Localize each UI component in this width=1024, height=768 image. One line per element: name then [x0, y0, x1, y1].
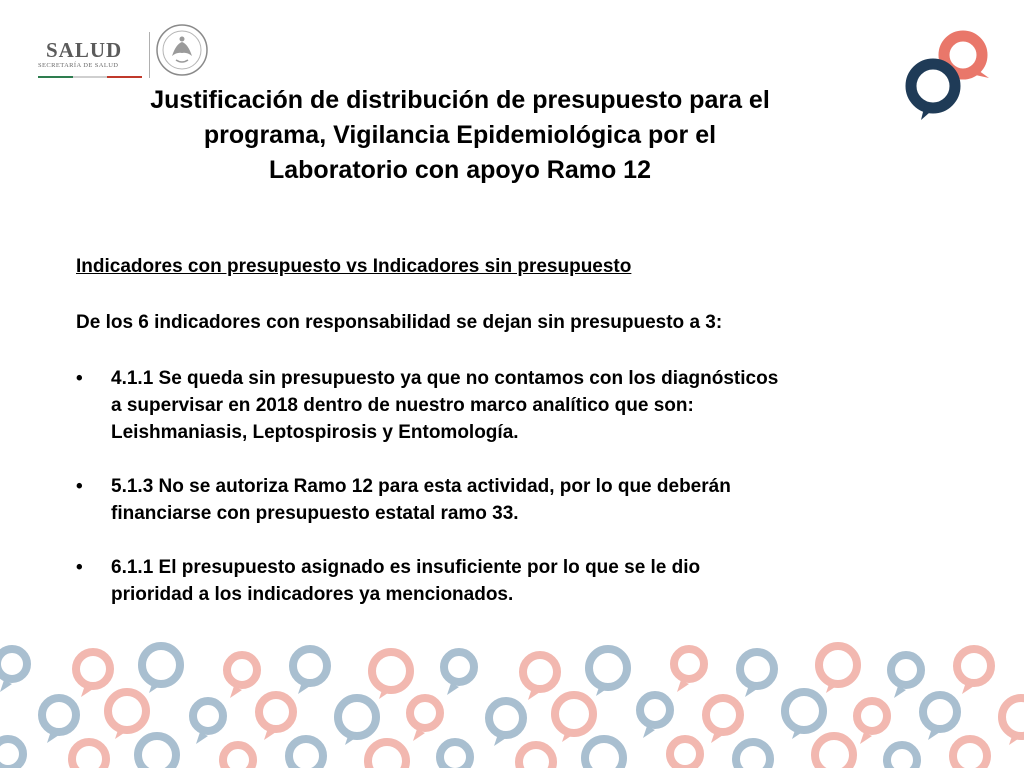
- decorative-ring: [289, 739, 323, 768]
- decorative-ring: [555, 695, 593, 733]
- decorative-ring: [1002, 698, 1024, 736]
- decorative-ring: [785, 692, 823, 730]
- bullet-line: 6.1.1 El presupuesto asignado es insuficiente por lo que se le dio: [111, 557, 701, 578]
- decorative-ring: [706, 698, 740, 732]
- decorative-ring: [819, 646, 857, 684]
- slide-content: [76, 253, 976, 635]
- bullet-line: a supervisar en 2018 dentro de nuestro marco analítico que son:: [111, 395, 694, 416]
- decorative-ring: [293, 649, 327, 683]
- overlapping-speech-rings-icon: [897, 28, 997, 124]
- bullet-line: Leishmaniasis, Leptospirosis y Entomología.: [111, 422, 519, 443]
- decorative-ring: [585, 739, 623, 768]
- decorative-ring: [108, 692, 146, 730]
- decorative-ring: [740, 652, 774, 686]
- decorative-ring: [736, 742, 770, 768]
- decorative-ring: [857, 701, 887, 731]
- title-line: Laboratorio con apoyo Ramo 12: [268, 156, 651, 184]
- page-title: [40, 83, 880, 188]
- salud-logo: [34, 18, 224, 82]
- salud-tricolor-line: [38, 76, 142, 78]
- salud-wordmark: SALUD: [46, 38, 123, 62]
- decorative-ring: [372, 652, 410, 690]
- decorative-ring: [223, 745, 253, 768]
- decorative-rings-pattern: [0, 630, 1024, 768]
- decorative-ring: [0, 739, 23, 768]
- decorative-ring: [72, 742, 106, 768]
- list-item: [76, 473, 981, 527]
- decorative-ring: [670, 739, 700, 768]
- decorative-ring: [410, 698, 440, 728]
- bullet-glyph: •: [76, 476, 83, 497]
- decorative-ring: [138, 736, 176, 768]
- decorative-ring: [76, 652, 110, 686]
- list-item: [76, 365, 981, 446]
- decorative-ring: [42, 698, 76, 732]
- decorative-ring: [259, 695, 293, 729]
- logo-separator: [149, 32, 150, 78]
- decorative-ring: [957, 649, 991, 683]
- bullet-list: [76, 365, 976, 608]
- decorative-ring: [640, 695, 670, 725]
- decorative-ring: [887, 745, 917, 768]
- decorative-ring: [440, 742, 470, 768]
- decorative-ring: [674, 649, 704, 679]
- bullet-glyph: •: [76, 368, 83, 389]
- bullet-line: financiarse con presupuesto estatal ramo 33.: [111, 503, 519, 524]
- decorative-ring: [891, 655, 921, 685]
- decorative-ring: [193, 701, 223, 731]
- bullet-glyph: •: [76, 557, 83, 578]
- bullet-line: 4.1.1 Se queda sin presupuesto ya que no contamos con los diagnósticos: [111, 368, 779, 389]
- national-seal-icon: [154, 22, 210, 78]
- decorative-ring: [368, 742, 406, 768]
- salud-subtitle: SECRETARÍA DE SALUD: [38, 62, 119, 69]
- decorative-ring: [519, 745, 553, 768]
- intro-text: De los 6 indicadores con responsabilidad se dejan sin presupuesto a 3:: [76, 312, 723, 333]
- title-line: Justificación de distribución de presupuesto para el: [150, 86, 770, 114]
- decorative-ring: [227, 655, 257, 685]
- decorative-ring: [142, 646, 180, 684]
- decorative-ring: [338, 698, 376, 736]
- decorative-ring: [523, 655, 557, 689]
- title-line: programa, Vigilancia Epidemiológica por el: [203, 121, 717, 149]
- decorative-ring: [953, 739, 987, 768]
- decorative-ring: [589, 649, 627, 687]
- section-subheading: Indicadores con presupuesto vs Indicadores sin presupuesto: [76, 256, 632, 277]
- decorative-ring: [0, 649, 27, 679]
- decorative-ring: [923, 695, 957, 729]
- bullet-line: 5.1.3 No se autoriza Ramo 12 para esta actividad, por lo que deberán: [111, 476, 731, 497]
- decorative-ring: [815, 736, 853, 768]
- list-item: [76, 554, 981, 608]
- decorative-ring: [444, 652, 474, 682]
- bullet-line: prioridad a los indicadores ya mencionados.: [111, 584, 514, 605]
- decorative-ring: [489, 701, 523, 735]
